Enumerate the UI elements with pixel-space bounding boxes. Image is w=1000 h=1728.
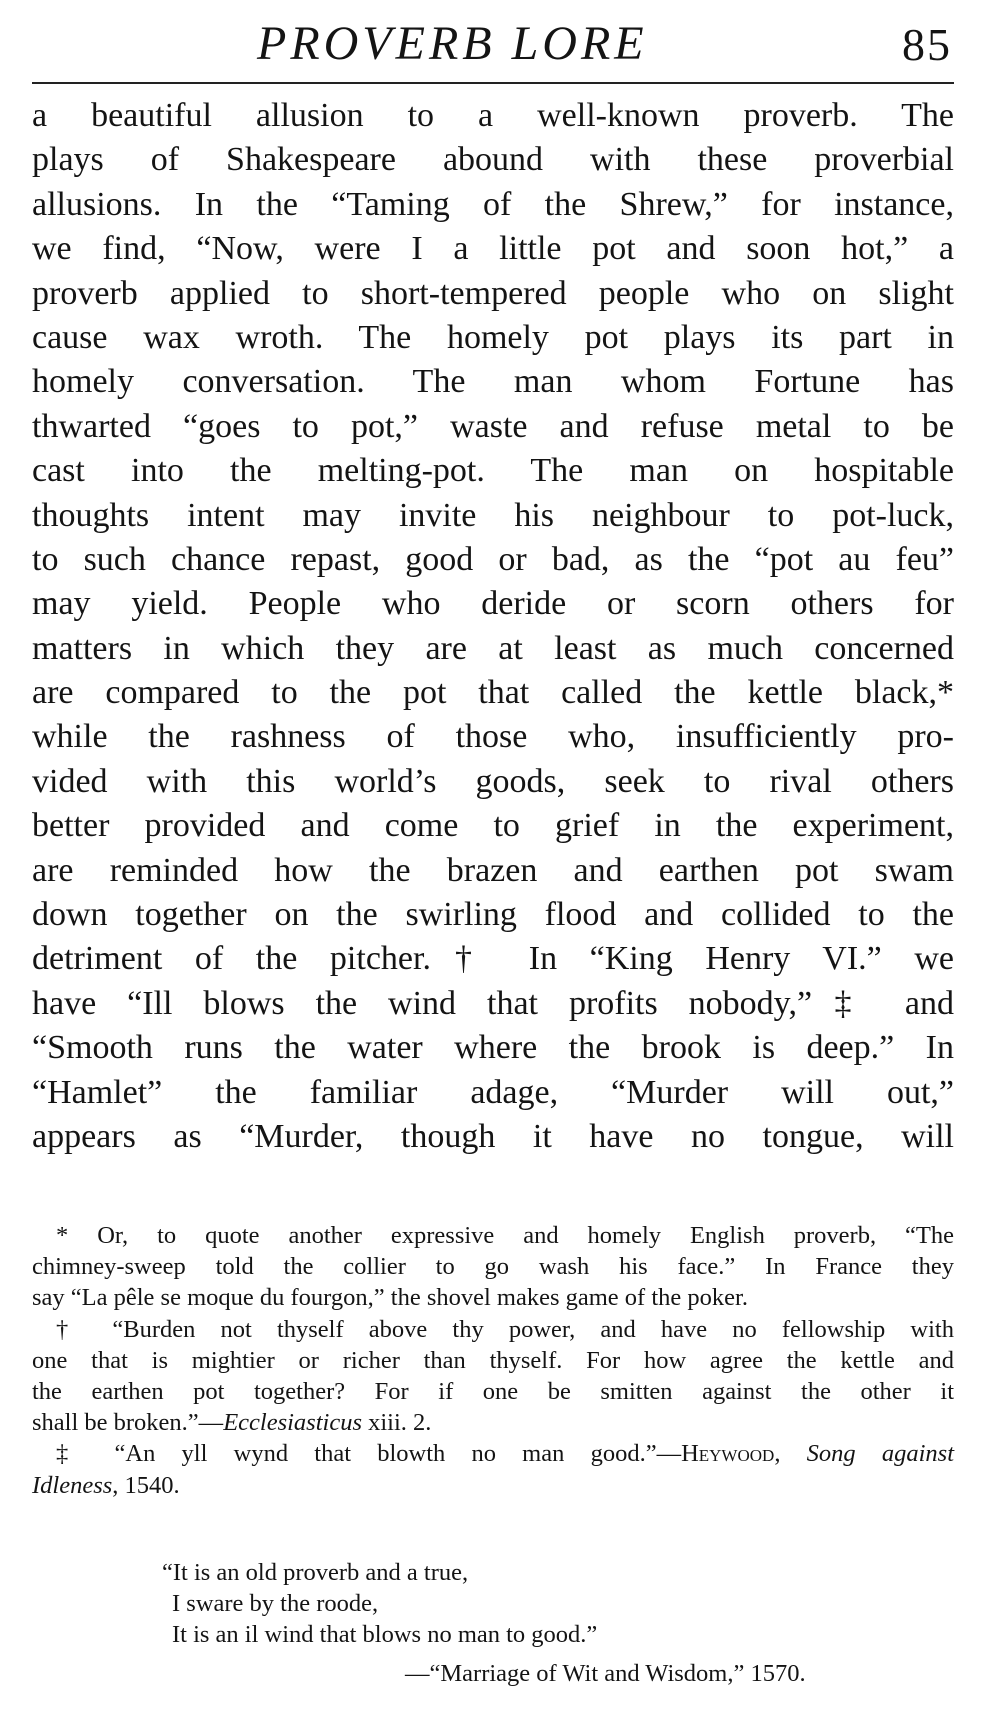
text-line: down together on the swirling flood and collided to the — [32, 896, 954, 934]
text-line: have “Ill blows the wind that profits nobody,”‡ and — [32, 984, 954, 1022]
text-line: proverb applied to short-tempered people who on slight — [32, 274, 954, 312]
footnote-line: chimney-sweep told the collier to go wash his face.” In France they — [32, 1253, 954, 1281]
page-header — [32, 10, 954, 80]
footnote-line — [32, 1407, 954, 1438]
text-line: better provided and come to grief in the experiment, — [32, 807, 954, 845]
verse-attribution: —“Marriage of Wit and Wisdom,” 1570. — [405, 1660, 806, 1687]
footnote-text: shall be broken.”— — [32, 1409, 224, 1437]
verse-line: I sware by the roode, — [172, 1590, 379, 1618]
text-line: may yield. People who deride or scorn others for — [32, 585, 954, 623]
text-line: to such chance repast, good or bad, as the “pot au feu” — [32, 540, 954, 578]
text-line: matters in which they are at least as much concerned — [32, 629, 954, 667]
verse-quote — [162, 1557, 597, 1651]
footnote-text: , — [774, 1440, 807, 1468]
page-number: 85 — [902, 19, 952, 70]
author-name: Heywood — [681, 1440, 775, 1468]
verse-line: It is an il wind that blows no man to good.” — [172, 1621, 598, 1649]
text-line: plays of Shakespeare abound with these proverbial — [32, 141, 954, 179]
text-line: while the rashness of those who, insufficiently pro- — [32, 718, 954, 756]
footnote-line — [32, 1438, 954, 1469]
text-line: a beautiful allusion to a well-known proverb. The — [32, 97, 954, 134]
text-line: vided with this world’s goods, seek to rival others — [32, 762, 954, 800]
verse-line: “It is an old proverb and a true, — [162, 1559, 469, 1586]
footnote-line: one that is mightier or richer than thyself. For how agree the kettle and — [32, 1346, 954, 1374]
text-line: appears as “Murder, though it have no tongue, will — [32, 1117, 954, 1155]
text-line: “Hamlet” the familiar adage, “Murder will out,” — [32, 1073, 954, 1111]
footnote-text: xiii. 2. — [361, 1409, 432, 1437]
text-line: thwarted “goes to pot,” waste and refuse metal to be — [32, 407, 954, 445]
main-text — [32, 94, 954, 1159]
footnote-line: † “Burden not thyself above thy power, and have no fellowship with — [56, 1315, 954, 1343]
text-line: homely conversation. The man whom Fortune has — [32, 363, 954, 401]
text-line: are compared to the pot that called the kettle black,* — [32, 674, 954, 712]
footnote-line: * Or, to quote another expressive and homely English proverb, “The — [56, 1222, 954, 1249]
text-line: allusions. In the “Taming of the Shrew,” for instance, — [32, 185, 954, 223]
header-rule — [32, 82, 954, 84]
text-line: we find, “Now, were I a little pot and soon hot,” a — [32, 230, 954, 268]
running-title: PROVERB LORE — [257, 17, 648, 70]
text-line: “Smooth runs the water where the brook is deep.” In — [32, 1029, 954, 1067]
footnote-line: say “La pêle se moque du fourgon,” the shovel makes game of the poker. — [32, 1284, 748, 1312]
text-line: detriment of the pitcher.† In “King Henry VI.” we — [32, 940, 954, 978]
text-line: are reminded how the brazen and earthen pot swam — [32, 851, 954, 889]
footnote-text: , 1540. — [112, 1471, 180, 1499]
text-line: cause wax wroth. The homely pot plays its part in — [32, 318, 954, 356]
source-title: Song against — [806, 1440, 955, 1468]
footnote-text: ‡ “An yll wynd that blowth no man good.”— — [56, 1440, 682, 1468]
text-line: cast into the melting-pot. The man on hospitable — [32, 452, 954, 490]
text-line: thoughts intent may invite his neighbour to pot-luck, — [32, 496, 954, 534]
footnote-line: the earthen pot together? For if one be smitten against the other it — [32, 1377, 954, 1405]
footnotes — [32, 1220, 954, 1501]
footnote-line — [32, 1470, 954, 1501]
source-title: Idleness — [32, 1471, 113, 1499]
source-title: Ecclesiasticus — [223, 1409, 362, 1437]
